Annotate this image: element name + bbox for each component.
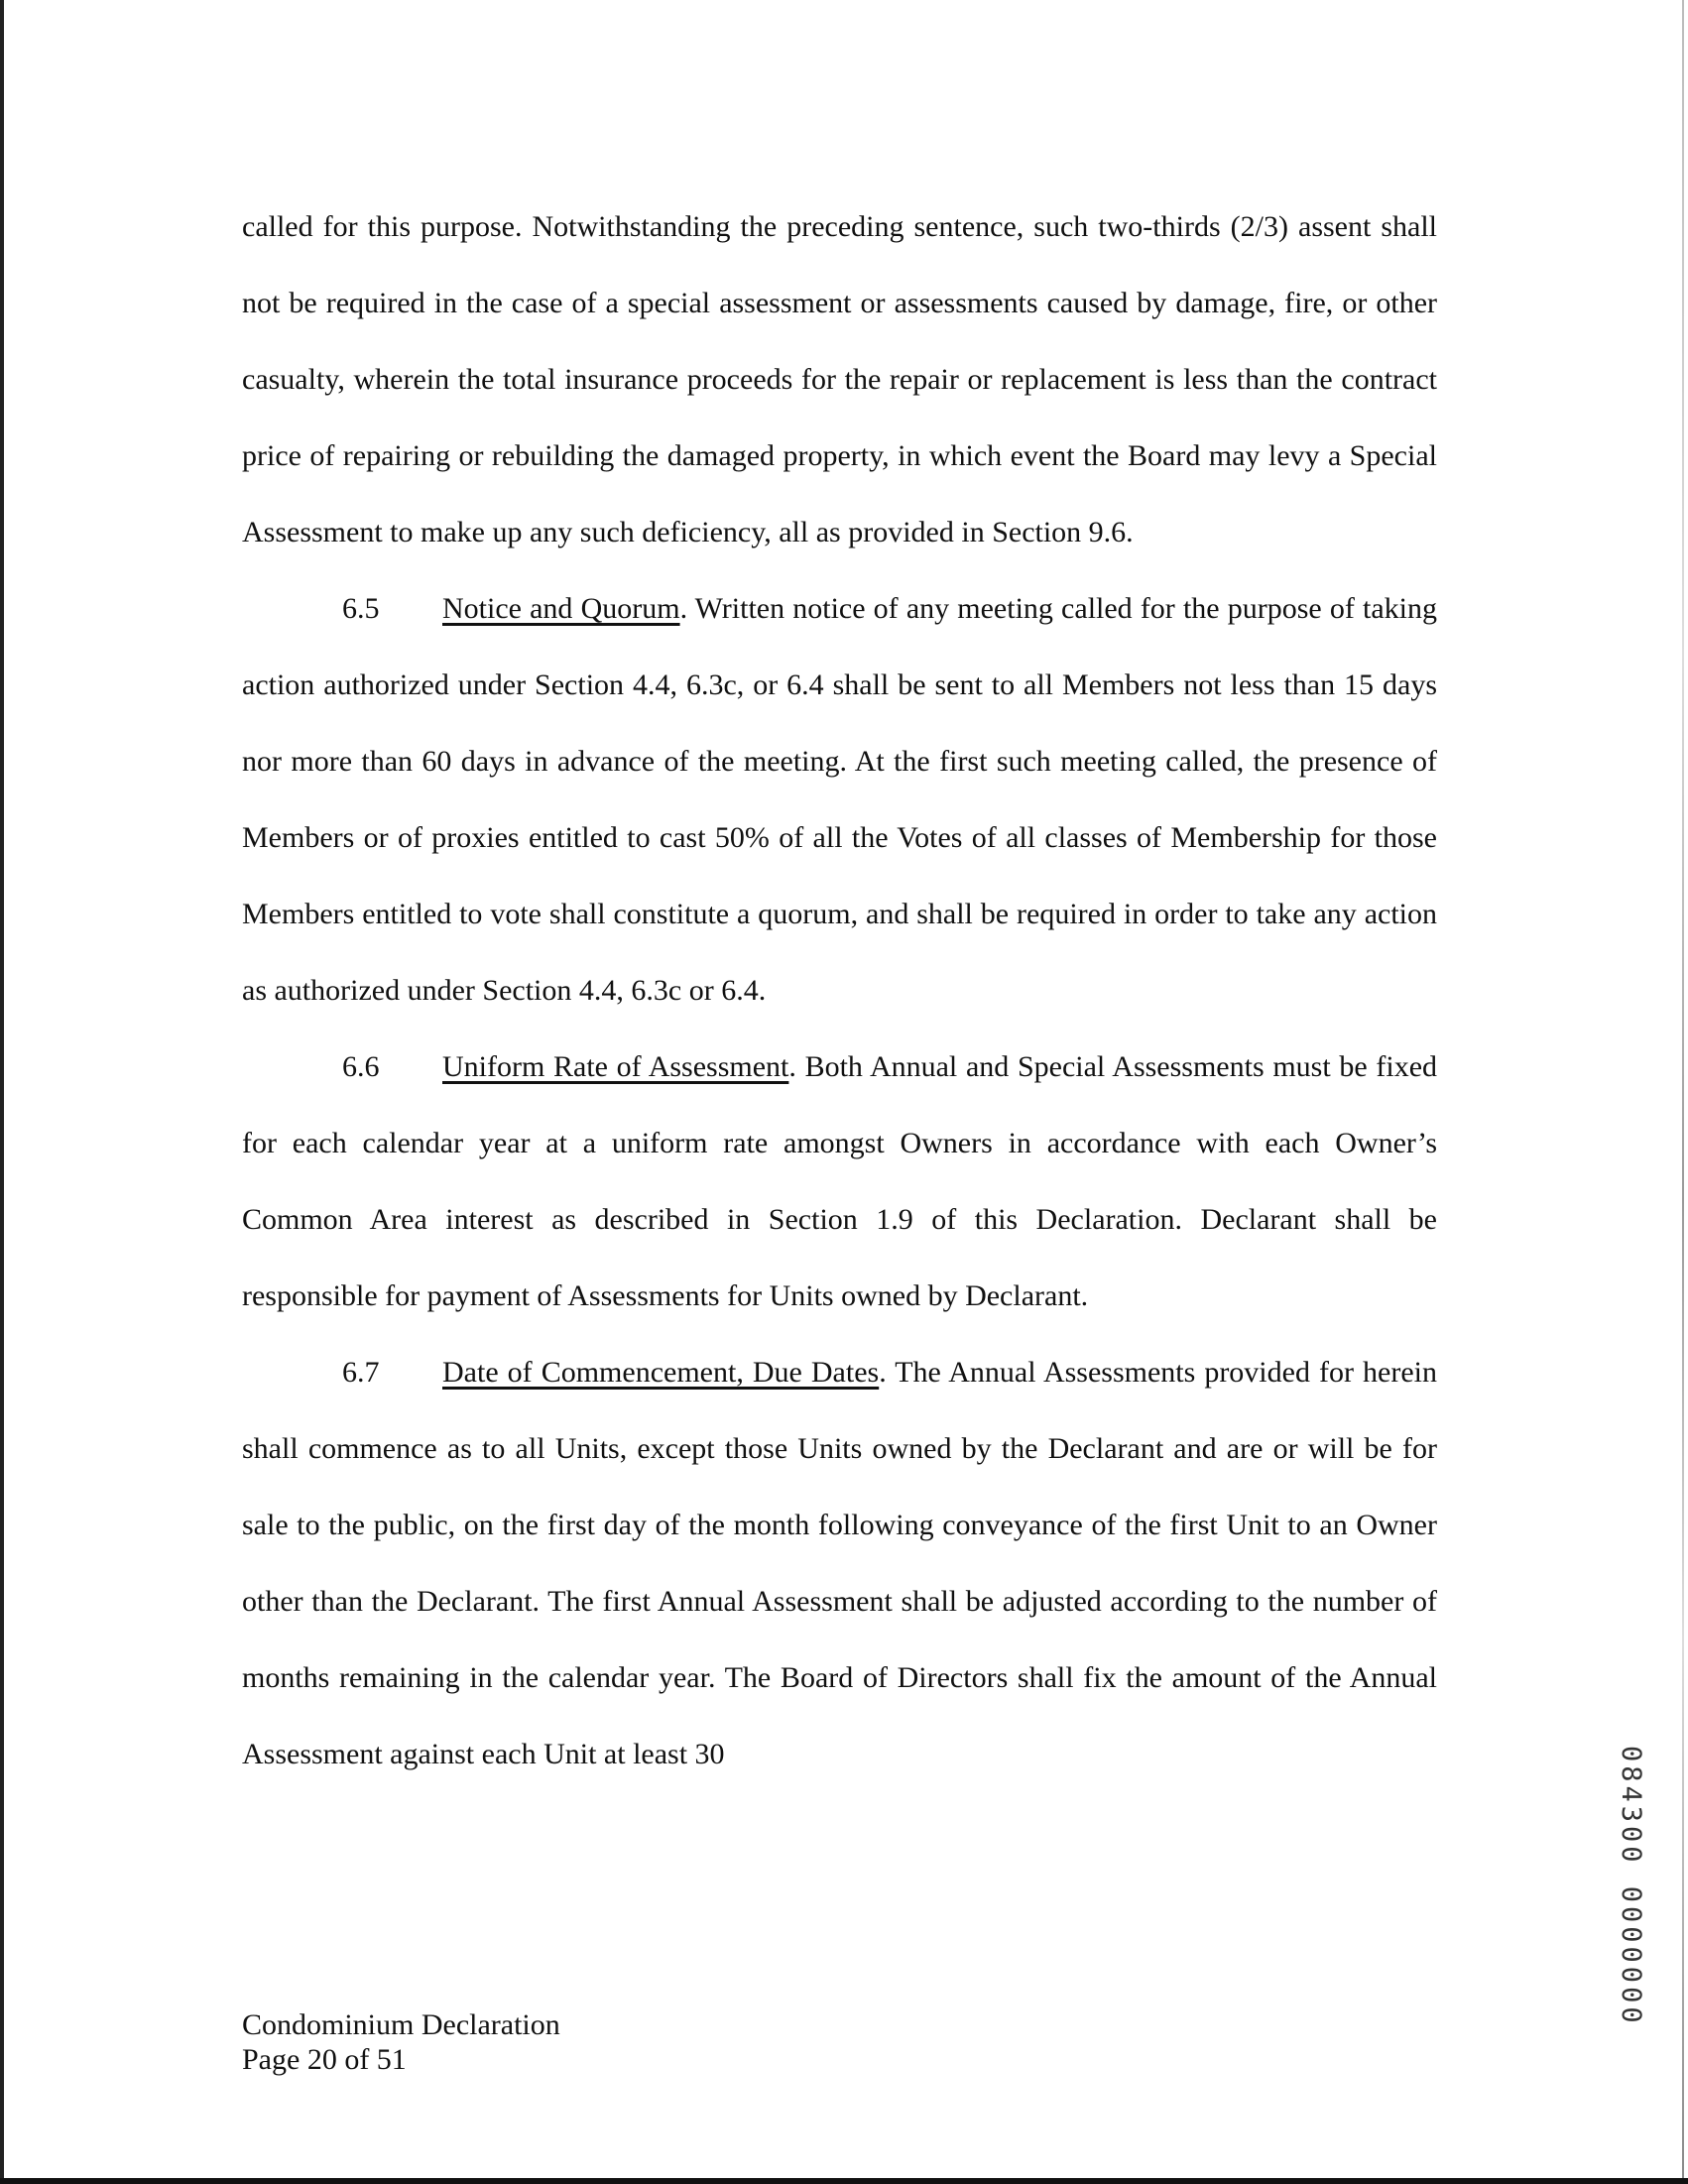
section-number: 6.7 bbox=[342, 1356, 380, 1389]
bates-stamp bbox=[1615, 1746, 1654, 2043]
section-heading: Date of Commencement, Due Dates bbox=[442, 1356, 880, 1389]
section-text: . The Annual Assessments provided for herein shall commence as to all Units, except those Units owned by the Declarant and are or will be for sale to the public, on the first day of the month following conveyance of the first Unit to an Owner other than the Declarant. The first Annual Assessment shall be adjusted according to the number of months remaining in the calendar year. The Board of Directors shall fix the amount of the Annual Assessment against each Unit at least 30 bbox=[242, 1356, 1437, 1770]
section-6-5 bbox=[242, 570, 1437, 1029]
paragraph-continued: called for this purpose. Notwithstanding the preceding sentence, such two-thirds (2/3) assent shall not be required in the case of a special assessment or assessments caused by damage, fire, or other casualty, wherein the total insurance proceeds for the repair or replacement is less than the contract price of repairing or rebuilding the damaged property, in which event the Board may levy a Special Assessment to make up any such deficiency, all as provided in Section 9.6. bbox=[242, 210, 1437, 548]
section-6-6 bbox=[242, 1029, 1437, 1334]
footer-document-title: Condominium Declaration bbox=[242, 2008, 560, 2041]
scan-edge-bottom bbox=[0, 2178, 1688, 2184]
scan-edge-right bbox=[1682, 0, 1684, 2184]
page-footer bbox=[242, 2007, 560, 2077]
section-text: . Written notice of any meeting called for the purpose of taking action authorized under Section 4.4, 6.3c, or 6.4 shall be sent to all Members not less than 15 days nor more than 60 days in advance of the meeting. At the first such meeting called, the presence of Members or of proxies entitled to cast 50% of all the Votes of all classes of Membership for those Members entitled to vote shall constitute a quorum, and shall be required in order to take any action as authorized under Section 4.4, 6.3c or 6.4. bbox=[242, 592, 1437, 1007]
bates-stamp-text: 084300 0000000 bbox=[1616, 1746, 1646, 2027]
section-heading: Uniform Rate of Assessment bbox=[442, 1050, 789, 1083]
section-6-7 bbox=[242, 1334, 1437, 1792]
section-number: 6.5 bbox=[342, 592, 380, 625]
section-text: . Both Annual and Special Assessments must be fixed for each calendar year at a uniform rate amongst Owners in accordance with each Owner’s Common Area interest as described in Section 1.9 of this Declaration. Declarant shall be responsible for payment of Assessments for Units owned by Declarant. bbox=[242, 1050, 1438, 1312]
section-number: 6.6 bbox=[342, 1050, 380, 1083]
scan-edge-left bbox=[0, 0, 4, 2184]
document-body bbox=[242, 188, 1437, 1792]
footer-page-number: Page 20 of 51 bbox=[242, 2043, 407, 2076]
section-heading: Notice and Quorum bbox=[442, 592, 680, 625]
